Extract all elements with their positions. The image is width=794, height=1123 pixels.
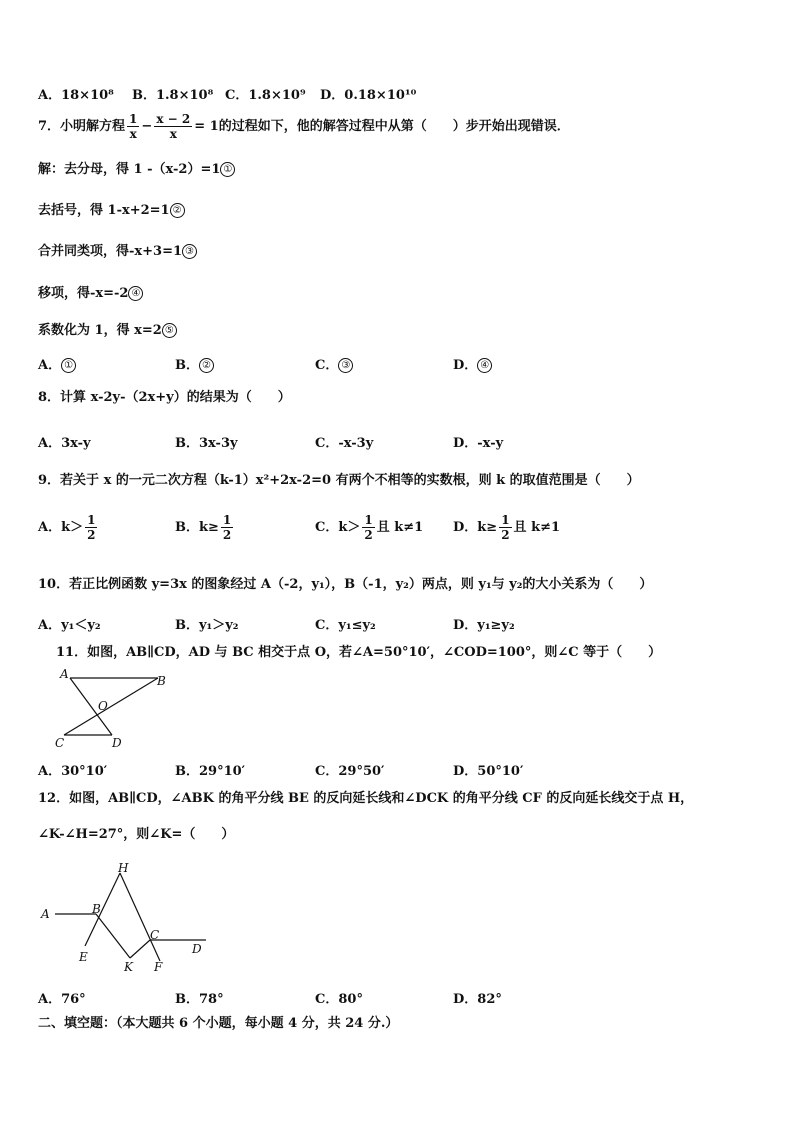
- option-label: D．k≥: [453, 520, 498, 535]
- option-label: D．: [453, 358, 478, 373]
- label-h: H: [118, 861, 129, 875]
- q10-option-a: A．y₁＜y₂: [38, 618, 101, 633]
- q9-option-b: [175, 513, 235, 542]
- q12-option-b: B．78°: [175, 992, 224, 1007]
- q8-option-b: B．3x-3y: [175, 436, 238, 451]
- circled-number: ②: [170, 203, 185, 218]
- q7-stem: [38, 110, 570, 144]
- q7-suffix: 的过程如下，他的解答过程中从第（ ）步开始出现错误．: [218, 119, 570, 134]
- minus-sign: −: [141, 119, 153, 134]
- q7-fraction-2: [154, 112, 192, 141]
- option-label: C．: [315, 358, 339, 373]
- q6-option-b: B．1.8×10⁸: [132, 88, 214, 103]
- label-a: A: [60, 668, 69, 681]
- fraction: [85, 513, 97, 542]
- circled-number: ④: [128, 286, 143, 301]
- step-text: 解：去分母，得 1 -（x-2）=1: [38, 162, 221, 177]
- option-label: A．: [38, 358, 62, 373]
- fraction: [221, 513, 233, 542]
- q12-option-d: D．82°: [453, 992, 502, 1007]
- section-2-title: 二、填空题：（本大题共 6 个小题，每小题 4 分，共 24 分.）: [38, 1016, 399, 1031]
- q8-option-c: C．-x-3y: [315, 436, 374, 451]
- q11-option-c: C．29°50′: [315, 764, 385, 779]
- option-label: B．: [175, 358, 199, 373]
- q9-option-d: [453, 513, 560, 542]
- label-b: B: [157, 674, 166, 688]
- q7-step-3: [38, 244, 197, 260]
- option-tail: 且 k≠1: [376, 520, 424, 535]
- fraction-denominator: 2: [501, 528, 510, 542]
- option-label: A．k＞: [38, 520, 84, 535]
- q12-option-a: A．76°: [38, 992, 86, 1007]
- step-text: 系数化为 1，得 x=2: [38, 323, 162, 338]
- q12-stem-line1: 12．如图，AB∥CD，∠ABK 的角平分线 BE 的反向延长线和∠DCK 的角平分线 CF 的反向延长线交于点 H，: [38, 791, 694, 806]
- circled-number: ②: [199, 358, 214, 373]
- q7-prefix: 7．小明解方程: [38, 119, 126, 134]
- q8-option-a: A．3x-y: [38, 436, 91, 451]
- step-text: 去括号，得 1-x+2=1: [38, 203, 170, 218]
- option-label: C．k＞: [315, 520, 361, 535]
- step-text: 合并同类项，得-x+3=1: [38, 244, 183, 259]
- q11-option-b: B．29°10′: [175, 764, 246, 779]
- segment-kc: [130, 940, 150, 958]
- fraction: [499, 513, 511, 542]
- label-c: C: [150, 928, 160, 942]
- fraction-denominator: x: [169, 127, 177, 141]
- q9-stem: 9．若关于 x 的一元二次方程（k-1）x²+2x-2=0 有两个不相等的实数根，则 k 的取值范围是（ ）: [38, 473, 640, 488]
- label-o: O: [98, 699, 108, 713]
- q11-figure: [40, 668, 170, 752]
- q7-fraction-1: [127, 112, 139, 141]
- fraction-numerator: x − 2: [156, 112, 191, 126]
- circled-number: ⑤: [162, 323, 177, 338]
- q11-stem: 11．如图，AB∥CD，AD 与 BC 相交于点 O，若∠A=50°10′，∠COD=100°，则∠C 等于（ ）: [56, 645, 662, 660]
- segment-bc: [64, 678, 158, 735]
- q8-stem: 8．计算 x-2y-（2x+y）的结果为（ ）: [38, 390, 291, 405]
- fraction-numerator: 1: [501, 513, 510, 527]
- fraction-numerator: 1: [129, 112, 138, 126]
- label-d: D: [112, 736, 122, 750]
- circled-number: ③: [182, 244, 197, 259]
- q6-option-d: D．0.18×10¹⁰: [320, 88, 417, 103]
- q12-stem-line2: ∠K-∠H=27°，则∠K=（ ）: [38, 827, 235, 842]
- q7-step-1: [38, 162, 235, 178]
- fraction-numerator: 1: [364, 513, 373, 527]
- q7-step-5: [38, 323, 177, 339]
- label-b: B: [92, 902, 101, 916]
- q9-option-a: [38, 513, 99, 542]
- q6-option-a: A．18×10⁸: [38, 88, 114, 103]
- label-e: E: [79, 950, 88, 964]
- fraction-numerator: 1: [87, 513, 96, 527]
- fraction-numerator: 1: [222, 513, 232, 527]
- line-hf: [120, 873, 160, 961]
- q10-stem: 10．若正比例函数 y=3x 的图象经过 A（-2，y₁），B（-1，y₂）两点，则 y₁与 y₂的大小关系为（ ）: [38, 577, 653, 592]
- fraction-denominator: 2: [222, 528, 232, 542]
- fraction-denominator: 2: [87, 528, 96, 542]
- line-he: [85, 873, 120, 946]
- circled-number: ①: [61, 358, 76, 373]
- q10-option-c: C．y₁≤y₂: [315, 618, 376, 633]
- label-a: A: [41, 907, 50, 921]
- q10-option-b: B．y₁＞y₂: [175, 618, 239, 633]
- q7-option-c: [315, 354, 353, 373]
- q7-step-4: [38, 286, 143, 302]
- label-d: D: [192, 942, 202, 956]
- q8-option-d: D．-x-y: [453, 436, 504, 451]
- circled-number: ①: [220, 162, 235, 177]
- q7-step-2: [38, 203, 185, 219]
- option-label: B．k≥: [175, 520, 219, 535]
- circled-number: ④: [477, 358, 492, 373]
- q7-option-a: [38, 354, 76, 373]
- fraction: [362, 513, 374, 542]
- q11-option-d: D．50°10′: [453, 764, 524, 779]
- q10-option-d: D．y₁≥y₂: [453, 618, 515, 633]
- q12-figure: [38, 858, 218, 978]
- option-tail: 且 k≠1: [513, 520, 561, 535]
- step-text: 移项，得-x=-2: [38, 286, 129, 301]
- segment-bk: [96, 914, 130, 958]
- label-k: K: [124, 960, 133, 974]
- fraction-denominator: 2: [364, 528, 373, 542]
- q9-option-c: [315, 513, 423, 542]
- q12-option-c: C．80°: [315, 992, 363, 1007]
- q7-option-b: [175, 354, 214, 373]
- circled-number: ③: [338, 358, 353, 373]
- label-f: F: [154, 960, 163, 974]
- q6-option-c: C．1.8×10⁹: [225, 88, 306, 103]
- label-c: C: [55, 736, 65, 750]
- equals-one: = 1: [194, 119, 219, 134]
- fraction-denominator: x: [129, 127, 137, 141]
- q11-option-a: A．30°10′: [38, 764, 108, 779]
- q7-option-d: [453, 354, 492, 373]
